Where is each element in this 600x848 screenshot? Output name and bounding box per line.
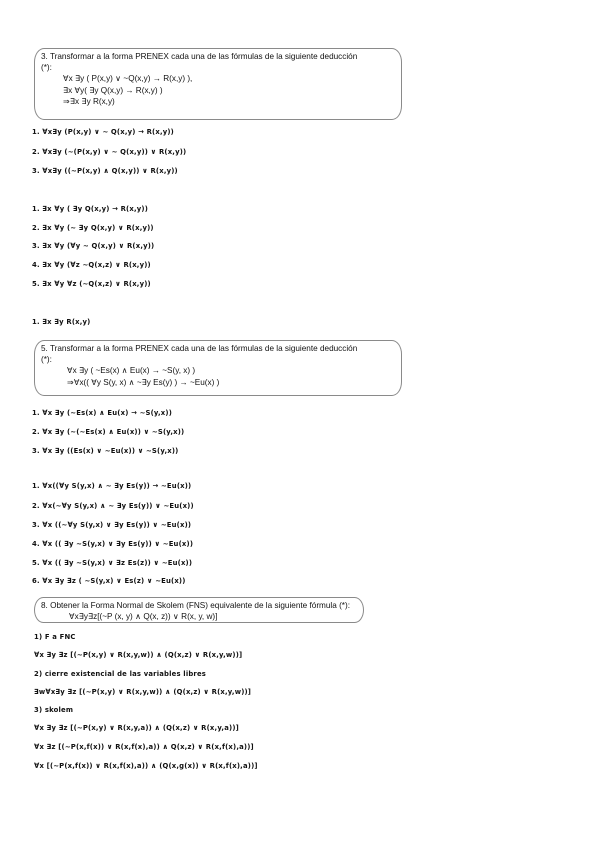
- problem-5-marker: (*):: [41, 355, 52, 365]
- p3-answer-b-1: 1. ∃x ∀y ( ∃y Q(x,y) → R(x,y)): [32, 204, 149, 213]
- p3-answer-a-1: 1. ∀x∃y (P(x,y) ∨ ~ Q(x,y) → R(x,y)): [32, 127, 175, 136]
- p5-answer-b-5: 5. ∀x (( ∃y ~S(y,x) ∨ ∃z Es(z)) ∨ ~Eu(x)): [32, 558, 193, 567]
- p8-step-3: 2) cierre existencial de las variables libres: [34, 669, 207, 678]
- p5-answer-a-2: 2. ∀x ∃y (~(~Es(x) ∧ Eu(x)) ∨ ~S(y,x)): [32, 427, 185, 436]
- problem-3-formula-1: ∀x ∃y ( P(x,y) ∨ ~Q(x,y) → R(x,y) ),: [63, 74, 193, 84]
- p5-answer-a-3: 3. ∀x ∃y ((Es(x) ∨ ~Eu(x)) ∨ ~S(y,x)): [32, 446, 179, 455]
- p3-answer-b-4: 4. ∃x ∀y (∀z ~Q(x,z) ∨ R(x,y)): [32, 260, 151, 269]
- problem-3-formula-2: ∃x ∀y( ∃y Q(x,y) → R(x,y) ): [63, 85, 163, 95]
- problem-3-formula-3: ⇒∃x ∃y R(x,y): [63, 96, 115, 106]
- p5-answer-b-2: 2. ∀x(~∀y S(y,x) ∧ ~ ∃y Es(y)) ∨ ~Eu(x)): [32, 501, 194, 510]
- problem-8-title: 8. Obtener la Forma Normal de Skolem (FNS) equivalente de la siguiente fórmula (*):: [41, 601, 350, 610]
- p3-answer-b-2: 2. ∃x ∀y (~ ∃y Q(x,y) ∨ R(x,y)): [32, 223, 154, 232]
- p8-step-5: 3) skolem: [34, 705, 74, 714]
- p8-step-1: 1) F a FNC: [34, 632, 76, 641]
- problem-5-statement: [34, 340, 402, 396]
- problem-3-marker: (*):: [41, 63, 52, 73]
- p8-step-8: ∀x [(~P(x,f(x)) ∨ R(x,f(x),a)) ∧ (Q(x,g(x)) ∨ R(x,f(x),a))]: [34, 761, 258, 770]
- p5-answer-b-3: 3. ∀x ((~∀y S(y,x) ∨ ∃y Es(y)) ∨ ~Eu(x)): [32, 520, 192, 529]
- p8-step-6: ∀x ∃y ∃z [(~P(x,y) ∨ R(x,y,a)) ∧ (Q(x,z) ∨ R(x,y,a))]: [34, 723, 239, 732]
- problem-8-formula: ∀x∃y∃z[(~P (x, y) ∧ Q(x, z)) ∨ R(x, y, w)]: [69, 612, 218, 622]
- p8-step-7: ∀x ∃z [(~P(x,f(x)) ∨ R(x,f(x),a)) ∧ Q(x,z) ∨ R(x,f(x),a))]: [34, 742, 254, 751]
- p3-answer-a-2: 2. ∀x∃y (~(P(x,y) ∨ ~ Q(x,y)) ∨ R(x,y)): [32, 147, 187, 156]
- problem-8-statement: [34, 597, 364, 623]
- p8-step-4: ∃w∀x∃y ∃z [(~P(x,y) ∨ R(x,y,w)) ∧ (Q(x,z) ∨ R(x,y,w))]: [34, 687, 252, 696]
- p3-answer-c-1: 1. ∃x ∃y R(x,y): [32, 317, 91, 326]
- p3-answer-a-3: 3. ∀x∃y ((~P(x,y) ∧ Q(x,y)) ∨ R(x,y)): [32, 166, 178, 175]
- problem-5-formula-1: ∀x ∃y ( ~Es(x) ∧ Eu(x) → ~S(y, x) ): [67, 366, 196, 376]
- p8-step-2: ∀x ∃y ∃z [(~P(x,y) ∨ R(x,y,w)) ∧ (Q(x,z) ∨ R(x,y,w))]: [34, 650, 243, 659]
- problem-5-title: 5. Transformar a la forma PRENEX cada una de las fórmulas de la siguiente deducción: [41, 344, 358, 353]
- problem-3-title: 3. Transformar a la forma PRENEX cada una de las fórmulas de la siguiente deducción: [41, 52, 358, 61]
- problem-3-statement: [34, 48, 402, 120]
- p5-answer-a-1: 1. ∀x ∃y (~Es(x) ∧ Eu(x) → ~S(y,x)): [32, 408, 173, 417]
- p3-answer-b-5: 5. ∃x ∀y ∀z (~Q(x,z) ∨ R(x,y)): [32, 279, 151, 288]
- p5-answer-b-4: 4. ∀x (( ∃y ~S(y,x) ∨ ∃y Es(y)) ∨ ~Eu(x)): [32, 539, 194, 548]
- p5-answer-b-6: 6. ∀x ∃y ∃z ( ~S(y,x) ∨ Es(z) ∨ ~Eu(x)): [32, 576, 186, 585]
- p3-answer-b-3: 3. ∃x ∀y (∀y ~ Q(x,y) ∨ R(x,y)): [32, 241, 155, 250]
- p5-answer-b-1: 1. ∀x((∀y S(y,x) ∧ ~ ∃y Es(y)) → ~Eu(x)): [32, 481, 192, 490]
- problem-5-formula-2: ⇒∀x(( ∀y S(y, x) ∧ ~∃y Es(y) ) → ~Eu(x) ): [67, 377, 220, 387]
